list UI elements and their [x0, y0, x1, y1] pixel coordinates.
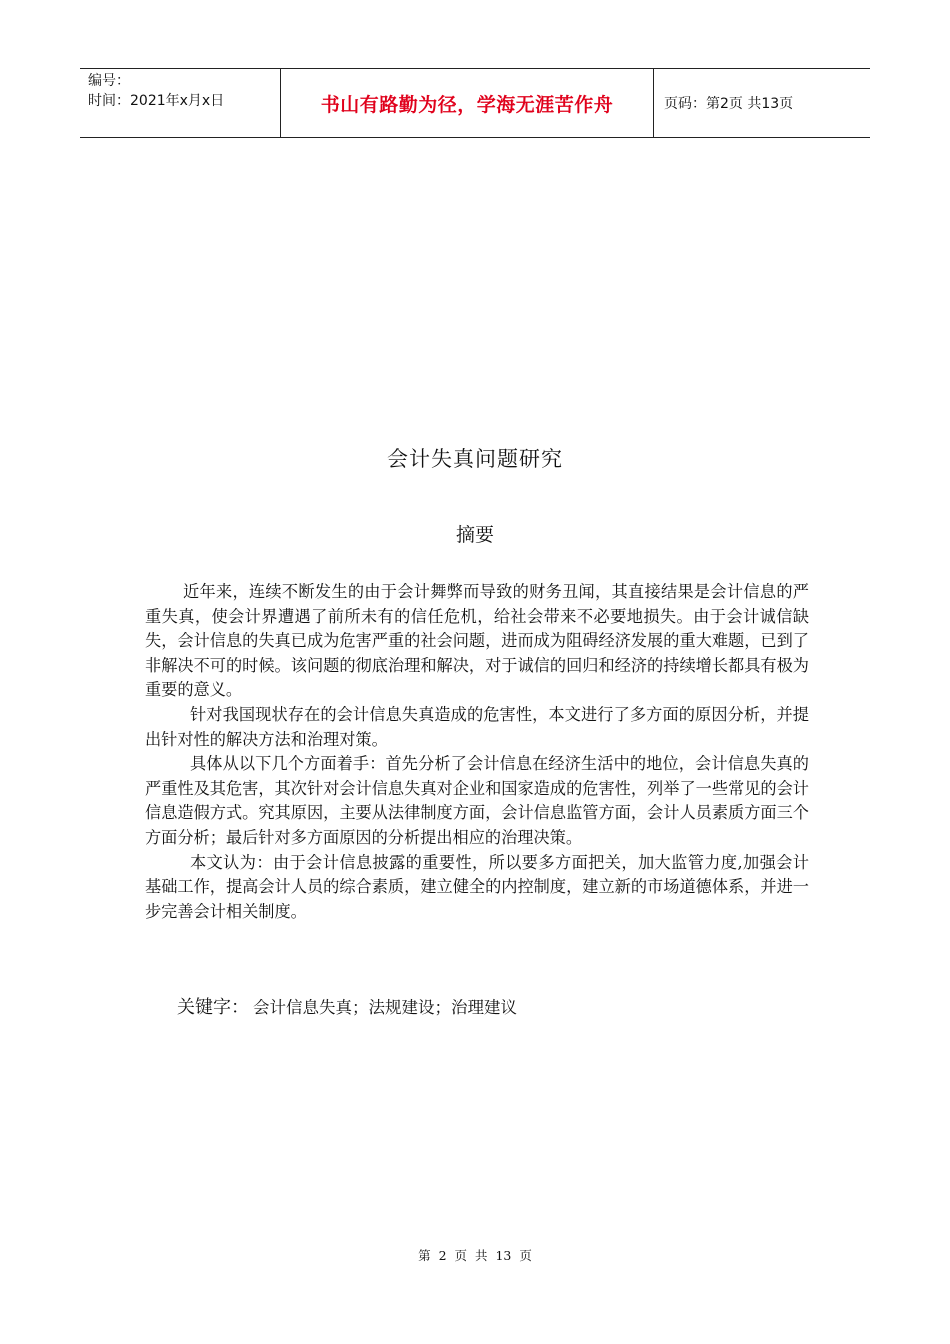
abstract-body: [145, 580, 809, 924]
header-meta: [80, 69, 281, 137]
header-page-info: 页码：第2页 共13页: [664, 96, 794, 112]
page-footer: 第 2 页 共 13 页: [418, 1248, 532, 1263]
header-number-label: 编号：: [88, 73, 130, 89]
document-header: [80, 68, 870, 138]
abstract-heading: 摘要: [455, 524, 494, 546]
abstract-paragraph-1: 近年来，连续不断发生的由于会计舞弊而导致的财务丑闻，其直接结果是会计信息的严重失真，使会计界遭遇了前所未有的信任危机，给社会带来不必要地损失。由于会计诚信缺失，会计信息的失真已成为危害严重的社会问题，进而成为阻碍经济发展的重大难题，已到了非解决不可的时候。该问题的彻底治理和解决，对于诚信的回归和经济的持续增长都具有极为重要的意义。: [145, 582, 809, 700]
abstract-paragraph-3: 具体从以下几个方面着手：首先分析了会计信息在经济生活中的地位，会计信息失真的严重性及其危害，其次针对会计信息失真对企业和国家造成的危害性，列举了一些常见的会计信息造假方式。究其原因，主要从法律制度方面，会计信息监管方面，会计人员素质方面三个方面分析；最后针对多方面原因的分析提出相应的治理决策。: [145, 754, 809, 847]
header-date: 时间：2021年x月x日: [88, 93, 225, 109]
keywords-label: 关键字：: [177, 997, 249, 1018]
keywords-line: [177, 993, 517, 1019]
abstract-paragraph-4: 本文认为：由于会计信息披露的重要性，所以要多方面把关，加大监管力度,加强会计基础工作，提高会计人员的综合素质，建立健全的内控制度，建立新的市场道德体系，并进一步完善会计相关制度。: [145, 852, 809, 921]
document-title: 会计失真问题研究: [387, 447, 563, 471]
keywords-value: 会计信息失真；法规建设；治理建议: [253, 998, 517, 1017]
abstract-paragraph-2: 针对我国现状存在的会计信息失真造成的危害性，本文进行了多方面的原因分析，并提出针对性的解决方法和治理对策。: [145, 704, 809, 749]
header-motto: 书山有路勤为径，学海无涯苦作舟: [281, 69, 654, 137]
